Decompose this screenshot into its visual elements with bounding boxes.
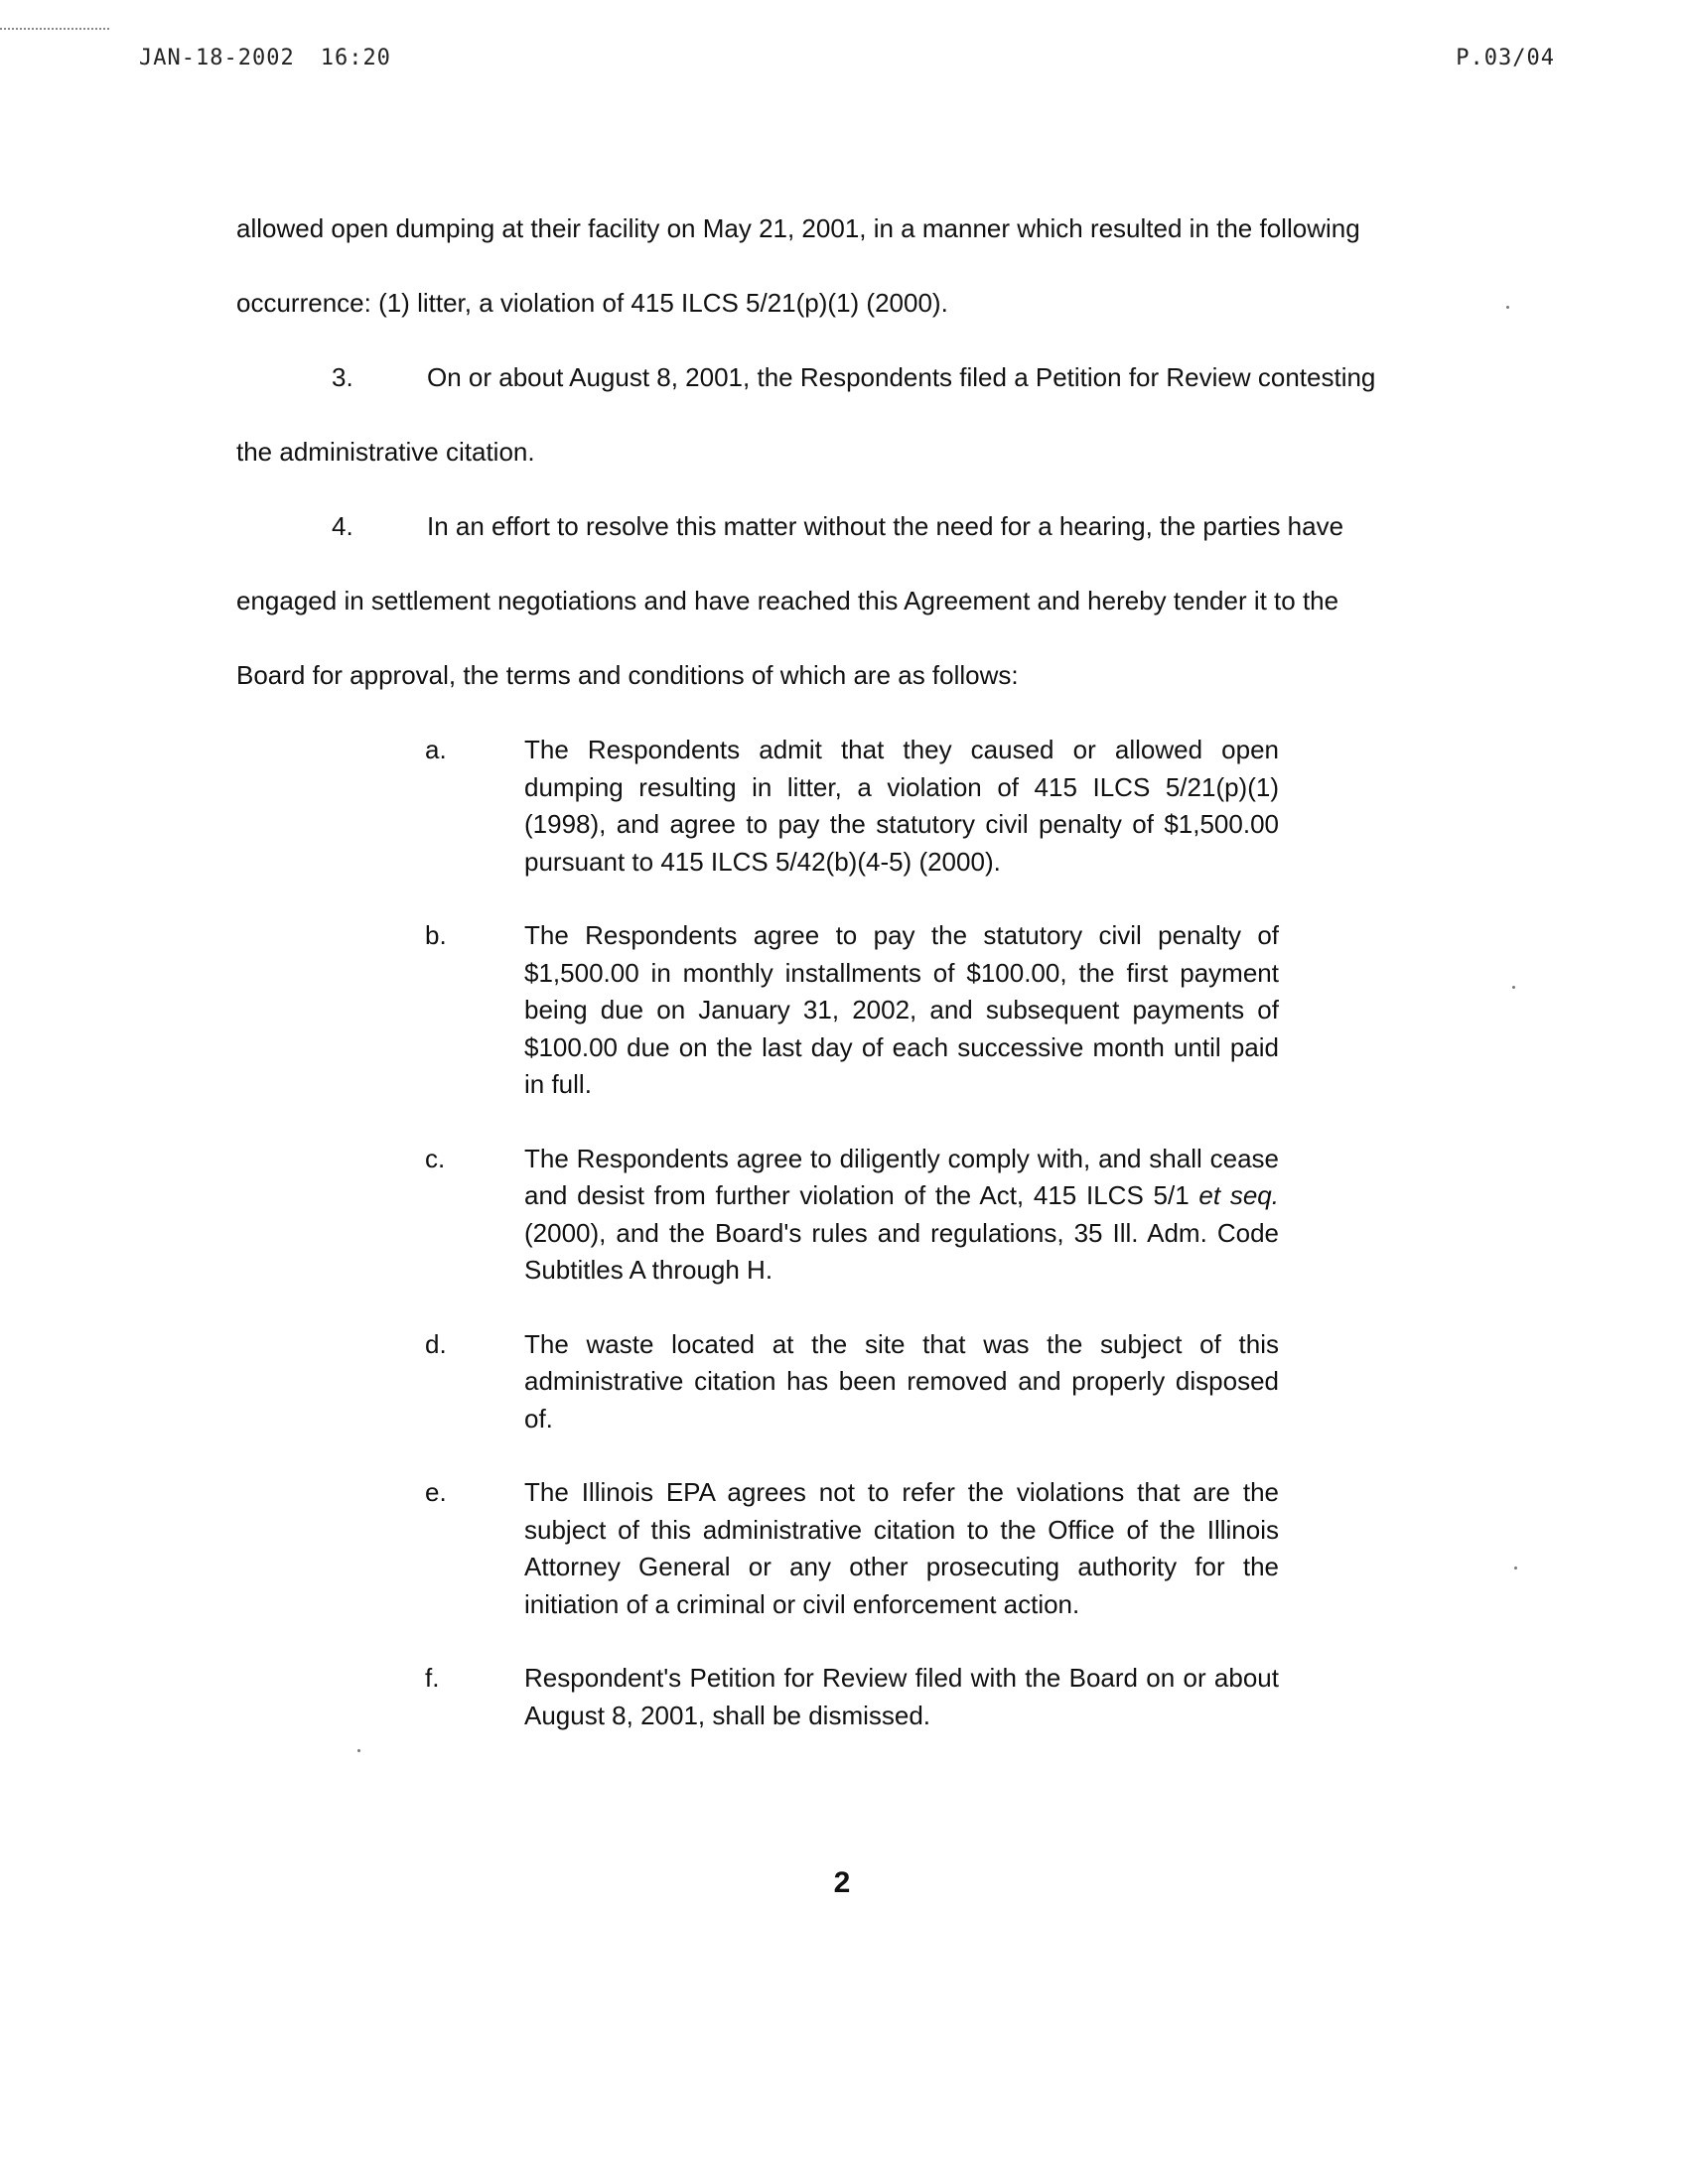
term-item-f [425,1660,1279,1734]
term-item-b [425,917,1279,1104]
term-letter: f. [425,1663,440,1693]
scan-speck [357,1749,360,1752]
term-item-a [425,732,1279,881]
fax-date: JAN-18-2002 [139,46,295,70]
fax-time: 16:20 [320,46,391,70]
paragraph-4 [236,489,1468,564]
term-item-e [425,1474,1279,1623]
term-item-d [425,1326,1279,1438]
term-text: The waste located at the site that was the subject of this administrative citation has been removed and properly disposed of. [524,1328,1279,1433]
paragraph-3 [236,341,1468,415]
continuation-paragraph [236,192,1468,713]
term-text: Respondent's Petition for Review filed with the Board on or about August 8, 2001, shall be dismissed. [524,1663,1279,1730]
term-letter: c. [425,1143,446,1173]
term-letter: b. [425,920,447,950]
fax-header [139,46,1555,75]
term-text-italic: et seq. [1198,1180,1279,1210]
term-letter: e. [425,1477,447,1507]
paragraph-line: In an effort to resolve this matter without the need for a hearing, the parties have [427,511,1344,541]
paragraph-line: On or about August 8, 2001, the Respondents filed a Petition for Review contesting [427,362,1376,392]
paragraph-line: allowed open dumping at their facility on May 21, 2001, in a manner which resulted in the following [236,213,1360,243]
term-text: The Illinois EPA agrees not to refer the violations that are the subject of this administrative citation to the Office of the Illinois Attorney General or any other prosecuting authority for the initiation of a criminal or civil enforcement action. [524,1477,1279,1619]
paragraph-number: 4. [332,511,353,541]
paragraph-line: the administrative citation. [236,437,535,467]
paragraph-number: 3. [332,362,353,392]
term-letter: d. [425,1328,447,1359]
term-item-c [425,1141,1279,1290]
term-text-before: The Respondents agree to diligently comply with, and shall cease and desist from further violation of the Act, 415 ILCS 5/1 [524,1143,1279,1210]
scan-speck [1512,986,1515,989]
fax-corner-mark [0,28,109,32]
paragraph-line: engaged in settlement negotiations and have reached this Agreement and hereby tender it to the [236,586,1339,615]
terms-list [425,732,1279,1771]
term-text: The Respondents admit that they caused or allowed open dumping resulting in litter, a violation of 415 ILCS 5/21(p)(1) (1998), and agree to pay the statutory civil penalty of $1,500.00 pursuant to 415 ILCS 5/42(b)(4-5) (2000). [524,735,1279,877]
term-text-after: (2000), and the Board's rules and regulations, 35 Ill. Adm. Code Subtitles A through H. [524,1217,1279,1285]
scan-speck [1506,306,1509,309]
paragraph-line: Board for approval, the terms and conditions of which are as follows: [236,660,1019,690]
fax-timestamp [139,46,391,70]
term-text: The Respondents agree to pay the statutory civil penalty of $1,500.00 in monthly installments of $100.00, the first payment being due on January 31, 2002, and subsequent payments of $100.00 due on the last day of each successive month until paid in full. [524,920,1279,1099]
term-letter: a. [425,735,447,764]
page-number: 2 [833,1866,851,1899]
paragraph-line: occurrence: (1) litter, a violation of 415 ILCS 5/21(p)(1) (2000). [236,288,948,318]
fax-page-indicator: P.03/04 [1456,46,1555,70]
scan-speck [1514,1567,1517,1570]
